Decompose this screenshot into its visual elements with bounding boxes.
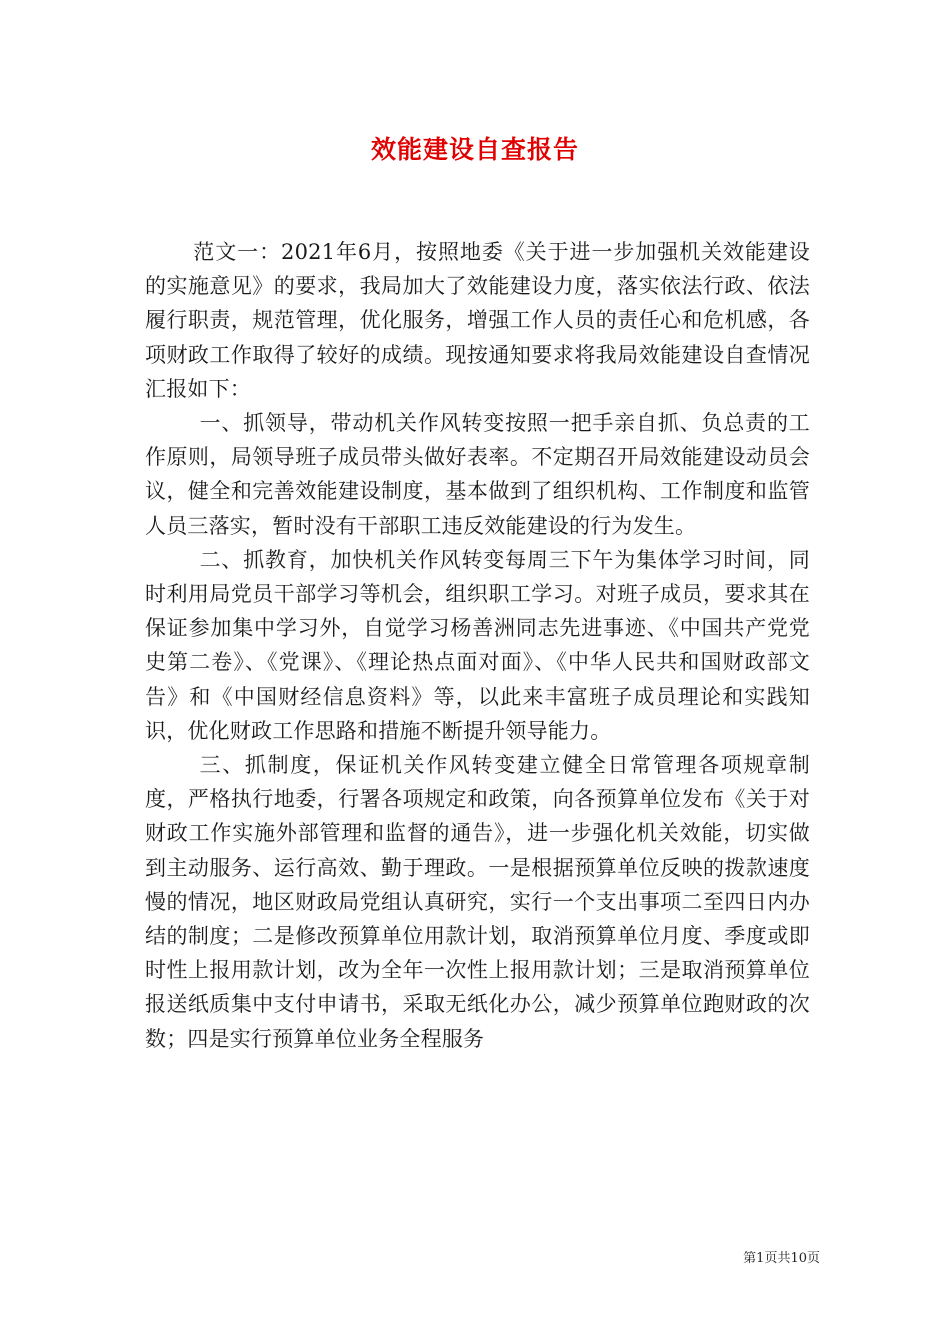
paragraph-section-2: 二、抓教育，加快机关作风转变每周三下午为集体学习时间，同时利用局党员干部学习等机会，组织职工学习。对班子成员，要求其在保证参加集中学习外，自觉学习杨善洲同志先进事迹、《中国共产党党史第二卷》、《党课》、《理论热点面对面》、《中华人民共和国财政部文告》和《中国财经信息资料》等，以此来丰富班子成员理论和实践知识，优化财政工作思路和措施不断提升领导能力。 xyxy=(145,547,810,743)
page-number-footer: 第1页共10页 xyxy=(743,1251,820,1266)
document-body xyxy=(145,235,810,1056)
paragraph-intro: 范文一：2021年6月，按照地委《关于进一步加强机关效能建设的实施意见》的要求，我局加大了效能建设力度，落实依法行政、依法履行职责，规范管理，优化服务，增强工作人员的责任心和危机感，各项财政工作取得了较好的成绩。现按通知要求将我局效能建设自查情况汇报如下： xyxy=(145,240,810,401)
paragraph-section-1: 一、抓领导，带动机关作风转变按照一把手亲自抓、负总责的工作原则，局领导班子成员带头做好表率。不定期召开局效能建设动员会议，健全和完善效能建设制度，基本做到了组织机构、工作制度和监管人员三落实，暂时没有干部职工违反效能建设的行为发生。 xyxy=(145,411,810,538)
document-title: 效能建设自查报告 xyxy=(370,135,579,164)
paragraph-section-3: 三、抓制度，保证机关作风转变建立健全日常管理各项规章制度，严格执行地委，行署各项规定和政策，向各预算单位发布《关于对财政工作实施外部管理和监督的通告》，进一步强化机关效能，切实做到主动服务、运行高效、勤于理政。一是根据预算单位反映的拨款速度慢的情况，地区财政局党组认真研究，实行一个支出事项二至四日内办结的制度；二是修改预算单位用款计划，取消预算单位月度、季度或即时性上报用款计划，改为全年一次性上报用款计划；三是取消预算单位报送纸质集中支付申请书，采取无纸化办公，减少预算单位跑财政的次数；四是实行预算单位业务全程服务 xyxy=(145,753,810,1051)
